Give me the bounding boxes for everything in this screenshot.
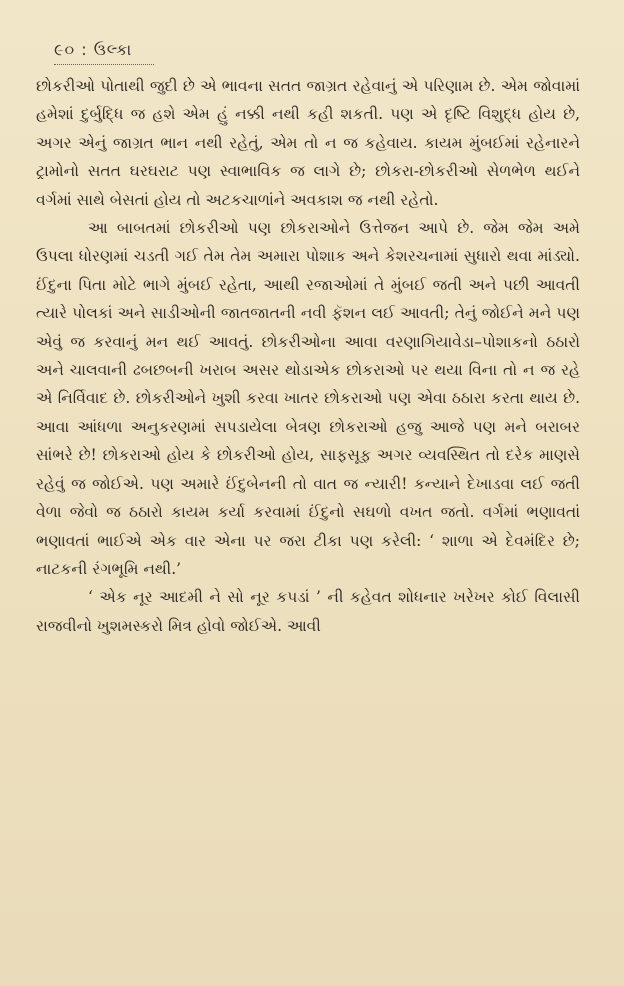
running-head [54,40,580,60]
paragraph-2: આ બાબતમાં છોકરીઓ પણ છોકરાઓને ઉત્તેજન આપે છે. જેમ જેમ અમે ઉપલા ધોરણમાં ચડતી ગઈ તેમ તેમ અમારા પોશાક અને કેશરચનામાં સુધારો થવા માંડ્યો. ઈંદુના પિતા મોટે ભાગે મુંબઈ રહેતા, આથી રજાઓમાં તે મુંબઈ જતી અને પછી આવતી ત્યારે પોલકાં અને સાડીઓની જાતજાતની નવી ફૅશન લઈ આવતી; તેનું જોઈને મને પણ એવું જ કરવાનું મન થઈ આવતું. છોકરીઓના આવા વરણાગિયાવેડા–પોશાકનો ઠઠારો અને ચાલવાની ઢબછબની ખરાબ અસર થોડાએક છોકરાઓ પર થયા વિના તો ન જ રહે એ નિર્વિવાદ છે. છોકરીઓને ખુશી કરવા ખાતર છોકરાઓ પણ એવા ઠઠારા કરતા થાય છે. આવા આંધળા અનુકરણમાં સપડાયેલા બેત્રણ છોકરાઓ હજુ આજે પણ મને બરાબર સાંભરે છે! છોકરાઓ હોય કે છોકરીઓ હોય, સાફસૂફ અગર વ્યવસ્થિત તો દરેક માણસે રહેવું જ જોઈએ. પણ અમારે ઈંદુબેનની તો વાત જ ન્યારી! કન્યાને દેખાડવા લઈ જતી વેળા જેવો જ ઠઠારો કાયમ કર્યા કરવામાં ઈંદુનો સઘળો વખત જતો. વર્ગમાં ભણાવતાં ભણાવતાં ભાઈએ એક વાર એના પર જરા ટીકા પણ કરેલી: ‘ શાળા એ દેવમંદિર છે; નાટકની રંગભૂમિ નથી.’ [36,219,580,578]
running-title: ઉલ્કા [93,40,133,59]
page-number: ૯૦ [54,40,76,59]
paragraph-3: ‘ એક નૂર આદમી ને સો નૂર કપડાં ’ ની કહેવત શોધનાર ખરેખર કોઈ વિલાસી રાજવીનો ખુશમસ્કરો મિત્ર હોવો જોઈએ. આવી [36,588,580,635]
header-separator: : [81,40,88,59]
paragraph-1: છોકરીઓ પોતાથી જુદી છે એ ભાવના સતત જાગ્રત રહેવાનું એ પરિણામ છે. એમ જોવામાં હમેશાં દુર્બુદ્ધિ જ હશે એમ હું નક્કી નથી કહી શકતી. પણ એ દૃષ્ટિ વિશુદ્ધ હોય છે, અગર એનું જાગ્રત ભાન નથી રહેતું, એમ તો ન જ કહેવાય. કાયમ મુંબઈમાં રહેનારને ટ્રામોનો સતત ઘરઘરાટ પણ સ્વાભાવિક જ લાગે છે; છોકરા-છોકરીઓ સેળભેળ થઈને વર્ગમાં સાથે બેસતાં હોય તો અટકચાળાંને અવકાશ જ નથી રહેતો. [36,77,580,209]
header-rule [54,64,154,66]
body-text [36,72,580,640]
